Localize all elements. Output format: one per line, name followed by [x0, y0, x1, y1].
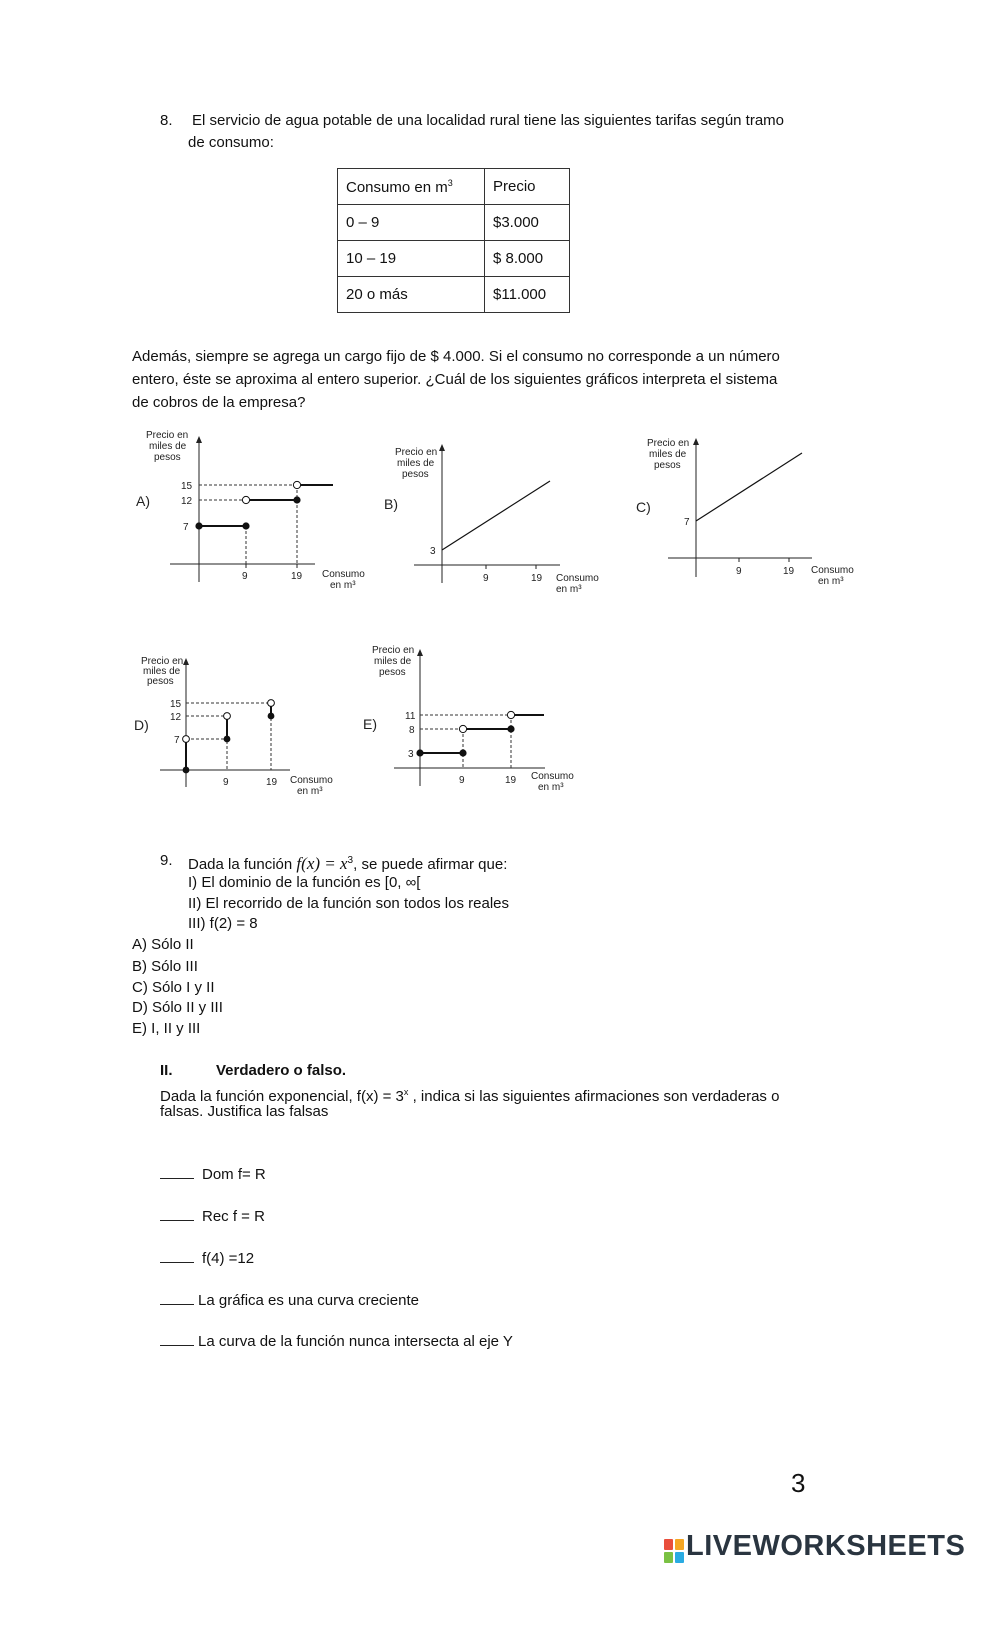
closed-point [195, 522, 202, 529]
table-row [338, 241, 570, 277]
open-point [242, 496, 249, 503]
ylabel-2: miles de [374, 656, 412, 667]
open-point [268, 700, 275, 707]
statement-1 [160, 1164, 266, 1186]
ylabel-1: Precio en [141, 656, 184, 667]
table-row [338, 169, 570, 205]
open-point [293, 481, 300, 488]
xlabel-2: en m³ [330, 580, 356, 591]
x-tick-9: 9 [459, 775, 465, 786]
cell-consumo: 20 o más [338, 277, 485, 313]
x-tick-19: 19 [505, 775, 517, 786]
brand-name: LIVEWORKSHEETS [686, 1530, 966, 1562]
x-tick-9: 9 [736, 566, 742, 577]
y-tick-7: 7 [183, 522, 189, 533]
ylabel-3: pesos [154, 452, 181, 463]
q8-para-line1: Además, siempre se agrega un cargo fijo de $ 4.000. Si el consumo no corresponde a un número [132, 348, 780, 365]
statement-2 [160, 1206, 265, 1228]
q9-item-2: II) El recorrido de la función son todos los reales [188, 895, 509, 912]
closed-point [459, 749, 466, 756]
section2-number: II. [160, 1062, 173, 1079]
statement-text: Dom f= R [202, 1166, 266, 1183]
x-tick-9: 9 [483, 573, 489, 584]
x-tick-19: 19 [531, 573, 543, 584]
y-tick-3: 3 [408, 749, 414, 760]
graph-d [130, 650, 340, 800]
answer-blank[interactable] [160, 1331, 194, 1346]
line-graph [442, 481, 550, 550]
logo-square [664, 1539, 673, 1550]
graph-b [380, 440, 610, 600]
q9-item-3: III) f(2) = 8 [188, 915, 258, 932]
y-arrow [417, 649, 423, 656]
answer-blank[interactable] [160, 1248, 194, 1263]
section2-title: Verdadero o falso. [216, 1062, 347, 1079]
xlabel-1: Consumo [811, 565, 854, 576]
statement-text: f(4) =12 [202, 1250, 255, 1267]
tarifas-table [337, 168, 570, 313]
q9-option-b: B) Sólo III [132, 958, 198, 975]
statement-4 [160, 1290, 419, 1312]
ylabel-1: Precio en [146, 430, 189, 441]
answer-blank[interactable] [160, 1206, 194, 1221]
ylabel-1: Precio en [647, 438, 690, 449]
section2-line1-b: , indica si las siguientes afirmaciones son verdaderas o [408, 1088, 780, 1105]
q8-para-line2: entero, éste se aproxima al entero superior. ¿Cuál de los siguientes gráficos interpreta el sistema [132, 371, 778, 388]
graph-a [130, 425, 380, 600]
q9-fx: f [296, 854, 302, 873]
q9-fx-paren: (x) = x [301, 854, 348, 873]
q8-text-line1: El servicio de agua potable de una localidad rural tiene las siguientes tarifas según tramo [192, 112, 785, 129]
open-point [224, 713, 231, 720]
header-precio: Precio [485, 169, 570, 205]
xlabel-2: en m³ [556, 584, 582, 595]
y-arrow [693, 438, 699, 445]
q9-option-a: A) Sólo II [132, 936, 194, 953]
ylabel-2: miles de [143, 666, 181, 677]
liveworksheets-logo-icon [664, 1539, 684, 1563]
statement-text: Rec f = R [202, 1208, 265, 1225]
cell-consumo: 10 – 19 [338, 241, 485, 277]
q9-option-c: C) Sólo I y II [132, 979, 215, 996]
cell-consumo: 0 – 9 [338, 205, 485, 241]
section2-line1-a: Dada la función exponencial, f(x) = 3 [160, 1088, 404, 1105]
ylabel-3: pesos [147, 676, 174, 687]
ylabel-2: miles de [149, 441, 187, 452]
line-graph [696, 453, 802, 521]
open-point [507, 711, 514, 718]
graph-label: B) [384, 496, 398, 512]
ylabel-3: pesos [379, 667, 406, 678]
answer-blank[interactable] [160, 1290, 194, 1305]
closed-point [268, 713, 275, 720]
section2-line2: falsas. Justifica las falsas [160, 1103, 329, 1120]
closed-point [416, 749, 423, 756]
xlabel-1: Consumo [556, 573, 599, 584]
q8-para-line3: de cobros de la empresa? [132, 394, 306, 411]
y-tick-8: 8 [409, 725, 415, 736]
graph-e [360, 640, 600, 800]
y-tick-3: 3 [430, 546, 436, 557]
y-arrow [183, 658, 189, 665]
graph-c [630, 432, 860, 592]
xlabel-2: en m³ [297, 786, 323, 797]
closed-point [507, 725, 514, 732]
graph-label: E) [363, 716, 377, 732]
q9-item-1: I) El dominio de la función es [0, ∞[ [188, 874, 421, 891]
q8-number: 8. [160, 112, 173, 129]
section2-line1-sup: x [403, 1087, 409, 1097]
statement-5 [160, 1331, 513, 1353]
header-consumo: Consumo en $m^3$ [338, 169, 485, 205]
graph-label: C) [636, 499, 651, 515]
y-tick-11: 11 [405, 711, 416, 722]
logo-square [664, 1552, 673, 1563]
closed-point [224, 736, 231, 743]
xlabel-1: Consumo [290, 775, 333, 786]
xlabel-1: Consumo [322, 569, 365, 580]
ylabel-1: Precio en [372, 645, 415, 656]
closed-point [183, 767, 190, 774]
q9-fx-sup: 3 [347, 855, 354, 866]
y-tick-12: 12 [170, 712, 182, 723]
ylabel-3: pesos [402, 469, 429, 480]
page-number: 3 [791, 1468, 806, 1498]
y-tick-7: 7 [174, 735, 180, 746]
y-tick-15: 15 [170, 699, 182, 710]
ylabel-1: Precio en [395, 447, 438, 458]
cell-precio: $3.000 [485, 205, 570, 241]
y-arrow [439, 444, 445, 451]
answer-blank[interactable] [160, 1164, 194, 1179]
closed-point [242, 522, 249, 529]
logo-square [675, 1539, 684, 1550]
open-point [459, 725, 466, 732]
open-point [183, 736, 190, 743]
graph-label: A) [136, 493, 150, 509]
brand-footer[interactable] [664, 1530, 965, 1563]
ylabel-2: miles de [397, 458, 435, 469]
y-tick-15: 15 [181, 481, 193, 492]
x-tick-9: 9 [242, 571, 248, 582]
cell-precio: $ 8.000 [485, 241, 570, 277]
x-tick-19: 19 [291, 571, 303, 582]
q9-intro: Dada la función [188, 856, 293, 873]
ylabel-2: miles de [649, 449, 687, 460]
y-tick-12: 12 [181, 496, 193, 507]
xlabel-1: Consumo [531, 771, 574, 782]
q9-number: 9. [160, 852, 173, 869]
ylabel-3: pesos [654, 460, 681, 471]
x-tick-9: 9 [223, 777, 229, 788]
xlabel-2: en m³ [818, 576, 844, 587]
q8-text-line2: de consumo: [188, 134, 274, 151]
xlabel-2: en m³ [538, 782, 564, 793]
y-arrow [196, 436, 202, 443]
statement-3 [160, 1248, 254, 1270]
closed-point [293, 496, 300, 503]
y-tick-7: 7 [684, 517, 690, 528]
graph-label: D) [134, 717, 149, 733]
statement-text: La gráfica es una curva creciente [198, 1292, 419, 1309]
statement-text: La curva de la función nunca intersecta al eje Y [198, 1333, 513, 1350]
logo-square [675, 1552, 684, 1563]
x-tick-19: 19 [266, 777, 278, 788]
table-row [338, 205, 570, 241]
cell-precio: $11.000 [485, 277, 570, 313]
q9-intro-end: , se puede afirmar que: [353, 856, 508, 873]
x-tick-19: 19 [783, 566, 795, 577]
q9-option-d: D) Sólo II y III [132, 999, 223, 1016]
table-row [338, 277, 570, 313]
q9-option-e: E) I, II y III [132, 1020, 201, 1037]
